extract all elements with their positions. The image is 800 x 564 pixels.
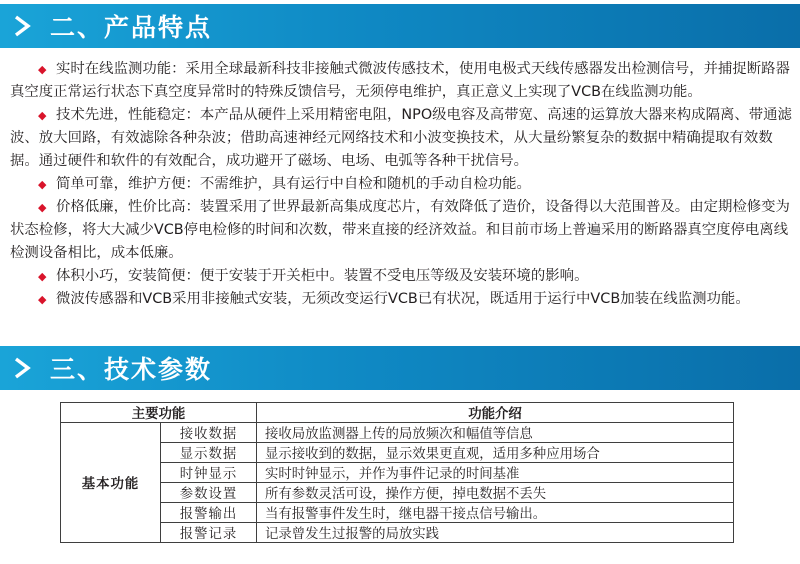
diamond-bullet-icon: ◆ xyxy=(38,293,47,306)
diamond-bullet-icon: ◆ xyxy=(38,270,47,283)
function-desc-cell: 所有参数灵活可设，操作方便，掉电数据不丢失 xyxy=(257,483,734,503)
function-name-cell: 参数设置 xyxy=(161,483,257,503)
group-cell: 基本功能 xyxy=(61,423,161,543)
function-desc-cell: 显示接收到的数据，显示效果更直观，适用多种应用场合 xyxy=(257,443,734,463)
diamond-bullet-icon: ◆ xyxy=(38,109,47,122)
table-row xyxy=(61,523,734,543)
feature-item: ◆ 微波传感器和VCB采用非接触式安装，无须改变运行VCB已有状况，既适用于运行中VCB加装在线监测功能。 xyxy=(10,288,792,311)
function-name-cell: 报警输出 xyxy=(161,503,257,523)
function-name-cell: 接收数据 xyxy=(161,423,257,443)
function-name-cell: 显示数据 xyxy=(161,443,257,463)
table-row xyxy=(61,483,734,503)
feature-item: ◆ 简单可靠，维护方便：不需维护，具有运行中自检和随机的手动自检功能。 xyxy=(10,173,792,196)
feature-list xyxy=(10,58,792,311)
table-header-row xyxy=(61,403,734,423)
function-name-cell: 时钟显示 xyxy=(161,463,257,483)
diamond-bullet-icon: ◆ xyxy=(38,178,47,191)
section-banner-specs xyxy=(0,346,800,390)
chevron-right-icon xyxy=(0,4,44,48)
section-title: 二、产品特点 xyxy=(50,13,213,42)
section-banner-features xyxy=(0,4,800,48)
feature-item: ◆ 价格低廉，性价比高：装置采用了世界最新高集成度芯片，有效降低了造价，设备得以大范围普及。由定期检修变为状态检修，将大大减少VCB停电检修的时间和次数，带来直接的经济效益。和目前市场上普遍采用的断路器真空度停电离线检测设备相比，成本低廉。 xyxy=(10,196,792,265)
feature-item: ◆ 实时在线监测功能：采用全球最新科技非接触式微波传感技术，使用电极式天线传感器发出检测信号，并捕捉断路器真空度正常运行状态下真空度异常时的特殊反馈信号，无须停电维护，真正意义上实现了VCB在线监测功能。 xyxy=(10,58,792,104)
table-row xyxy=(61,503,734,523)
diamond-bullet-icon: ◆ xyxy=(38,63,47,76)
function-desc-cell: 记录曾发生过报警的局放实践 xyxy=(257,523,734,543)
column-header: 主要功能 xyxy=(61,403,257,423)
function-desc-cell: 实时时钟显示，并作为事件记录的时间基准 xyxy=(257,463,734,483)
section-title: 三、技术参数 xyxy=(50,355,213,384)
table-row xyxy=(61,423,734,443)
chevron-right-icon xyxy=(0,346,44,390)
diamond-bullet-icon: ◆ xyxy=(38,201,47,214)
table-row xyxy=(61,463,734,483)
function-desc-cell: 接收局放监测器上传的局放频次和幅值等信息 xyxy=(257,423,734,443)
function-desc-cell: 当有报警事件发生时，继电器干接点信号输出。 xyxy=(257,503,734,523)
spec-table xyxy=(60,402,734,543)
function-name-cell: 报警记录 xyxy=(161,523,257,543)
column-header: 功能介绍 xyxy=(257,403,734,423)
table-row xyxy=(61,443,734,463)
feature-item: ◆ 技术先进，性能稳定：本产品从硬件上采用精密电阻，NPO级电容及高带宽、高速的运算放大器来构成隔离、带通滤波、放大回路，有效滤除各种杂波；借助高速神经元网络技术和小波变换技术，从大量纷繁复杂的数据中精确提取有效数据。通过硬件和软件的有效配合，成功避开了磁场、电场、电弧等各种干扰信号。 xyxy=(10,104,792,173)
feature-item: ◆ 体积小巧，安装简便：便于安装于开关柜中。装置不受电压等级及安装环境的影响。 xyxy=(10,265,792,288)
